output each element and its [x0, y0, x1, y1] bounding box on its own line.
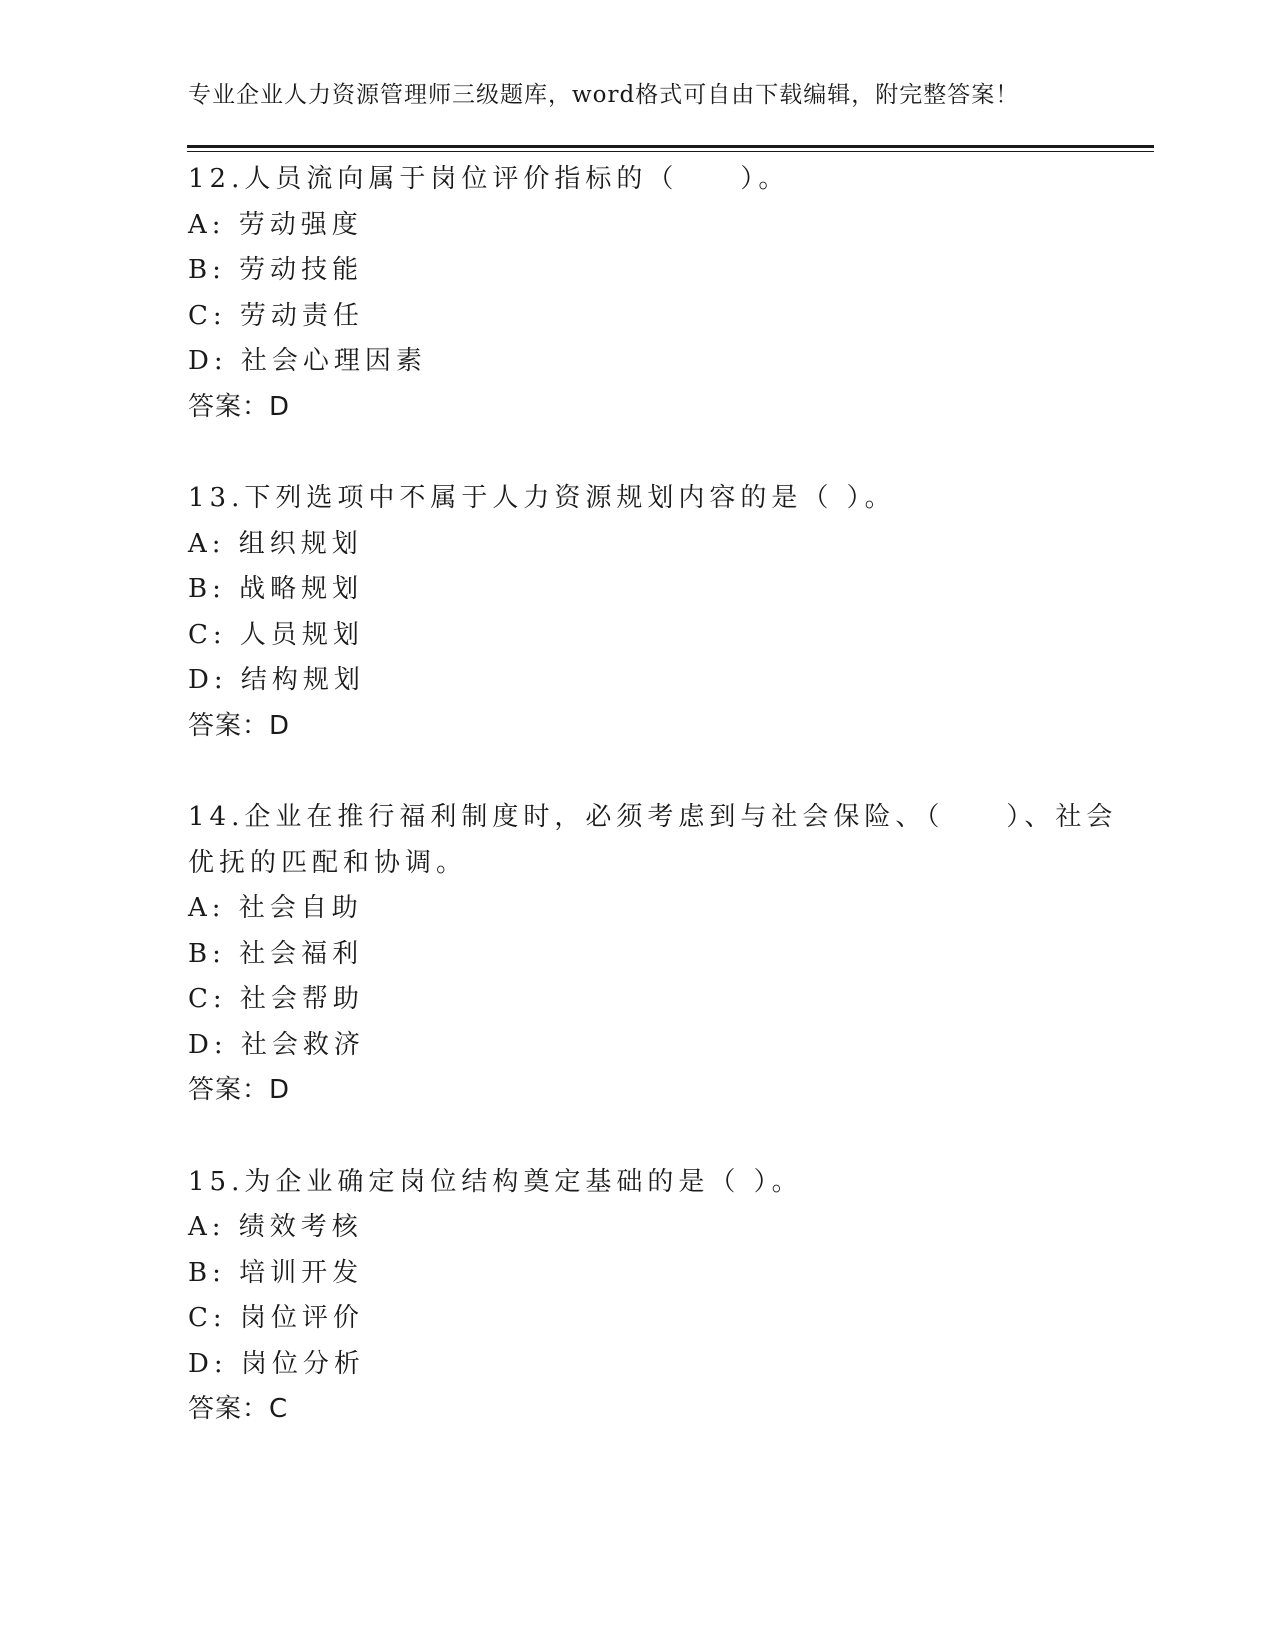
question-stem: 15.为企业确定岗位结构奠定基础的是（ ）。 [188, 1166, 803, 1197]
option-d: D: 社会心理因素 [188, 346, 427, 376]
option-a: A: 绩效考核 [188, 1212, 363, 1242]
option-b: B: 培训开发 [188, 1257, 364, 1288]
header-rule-thick [187, 145, 1154, 148]
answer-line: 答案：C [188, 1394, 289, 1424]
option-a: A: 社会自助 [188, 893, 363, 923]
answer-line: 答案：D [188, 710, 291, 741]
question-list [188, 157, 1118, 1479]
option-c: C: 劳动责任 [188, 300, 364, 331]
question-14 [188, 795, 1118, 1114]
question-13 [188, 476, 1088, 749]
option-b: B: 战略规划 [188, 574, 364, 604]
answer-line: 答案：D [188, 1075, 291, 1105]
page-header: 专业企业人力资源管理师三级题库，word格式可自由下载编辑，附完整答案！ [188, 82, 1020, 108]
option-d: D: 社会救济 [188, 1029, 365, 1060]
option-d: D: 岗位分析 [188, 1348, 365, 1379]
answer-line: 答案：D [188, 391, 291, 422]
question-12 [188, 157, 1088, 430]
question-stem-continued: 优抚的匹配和协调。 [188, 847, 468, 878]
option-a: A: 劳动强度 [188, 209, 363, 240]
header-rule-thin [187, 151, 1154, 152]
question-15 [188, 1160, 1088, 1433]
option-c: C: 社会帮助 [188, 984, 364, 1014]
question-stem: 14.企业在推行福利制度时，必须考虑到与社会保险、（ ）、社会 [188, 802, 1118, 832]
option-a: A: 组织规划 [188, 528, 363, 559]
option-b: B: 社会福利 [188, 938, 364, 969]
option-c: C: 岗位评价 [188, 1303, 364, 1333]
option-b: B: 劳动技能 [188, 255, 364, 285]
option-c: C: 人员规划 [188, 619, 364, 650]
question-stem: 13.下列选项中不属于人力资源规划内容的是（ ）。 [188, 483, 896, 513]
question-stem: 12.人员流向属于岗位评价指标的（ ）。 [188, 164, 790, 194]
option-d: D: 结构规划 [188, 665, 365, 695]
